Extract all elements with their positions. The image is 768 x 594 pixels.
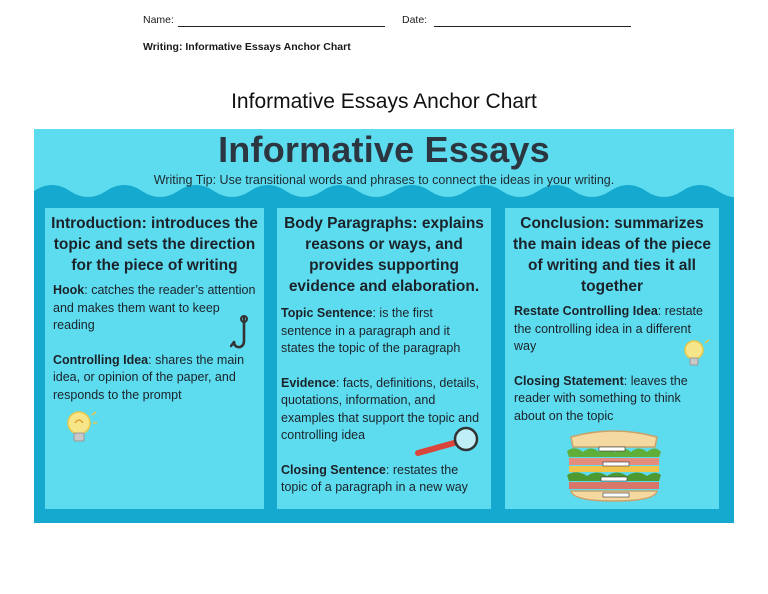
page-title: Informative Essays Anchor Chart (231, 90, 537, 113)
conclusion-heading: Conclusion: summarizes the main ideas of the piece of writing and ties it all together (512, 215, 712, 295)
introduction-column (45, 208, 264, 515)
body-paragraphs-heading: Body Paragraphs: explains reasons or ways, and provides supporting evidence and elaboration. (284, 215, 484, 295)
name-line (178, 26, 385, 27)
introduction-heading: Introduction: introduces the topic and sets the direction for the piece of writing (51, 215, 258, 274)
body-paragraphs-column (277, 208, 491, 515)
hook-term: Hook (53, 283, 85, 297)
controlling-idea-item (53, 352, 256, 405)
lightbulb-icon (682, 338, 710, 372)
topic-sentence-item (281, 305, 483, 358)
evidence-term: Evidence (281, 375, 336, 390)
closing-statement-item (514, 373, 711, 426)
fishing-hook-icon (230, 315, 258, 355)
closing-statement-text: : leaves the reader with something to think about on the topic (514, 373, 688, 423)
column-footer (277, 509, 491, 515)
column-footer (45, 509, 264, 515)
hook-text: : catches the reader’s attention and makes them want to keep reading (53, 283, 256, 332)
anchor-chart (34, 129, 734, 523)
evidence-text: : facts, definitions, details, quotations, information, and examples that support the topic and controlling idea (281, 375, 480, 442)
date-label: Date: (402, 14, 428, 26)
worksheet-subtitle: Writing: Informative Essays Anchor Chart (143, 41, 351, 53)
controlling-idea-text: : shares the main idea, or opinion of the paper, and responds to the prompt (53, 352, 245, 402)
closing-sentence-item (281, 462, 483, 497)
conclusion-column (505, 208, 719, 515)
lightbulb-icon (65, 409, 97, 449)
closing-statement-term: Closing Statement (514, 373, 624, 388)
controlling-idea-term: Controlling Idea (53, 352, 149, 367)
writing-tip: Writing Tip: Use transitional words and phrases to connect the ideas in your writing. (153, 173, 615, 187)
hook-item (53, 282, 256, 335)
closing-sentence-text: : restates the topic of a paragraph in a new way (281, 462, 468, 494)
name-label: Name: (143, 14, 174, 26)
chart-title: Informative Essays (218, 129, 550, 170)
magnifying-glass-icon (412, 423, 482, 459)
restate-text: : restate the controlling idea in a different way (514, 304, 703, 353)
closing-sentence-term: Closing Sentence (281, 462, 386, 477)
restate-term: Restate Controlling Idea (514, 304, 658, 318)
topic-sentence-term: Topic Sentence (281, 306, 373, 320)
topic-sentence-text: : is the first sentence in a paragraph and it states the topic of the paragraph (281, 306, 461, 355)
sandwich-icon (563, 425, 665, 505)
date-line (434, 26, 631, 27)
column-footer (505, 509, 719, 515)
